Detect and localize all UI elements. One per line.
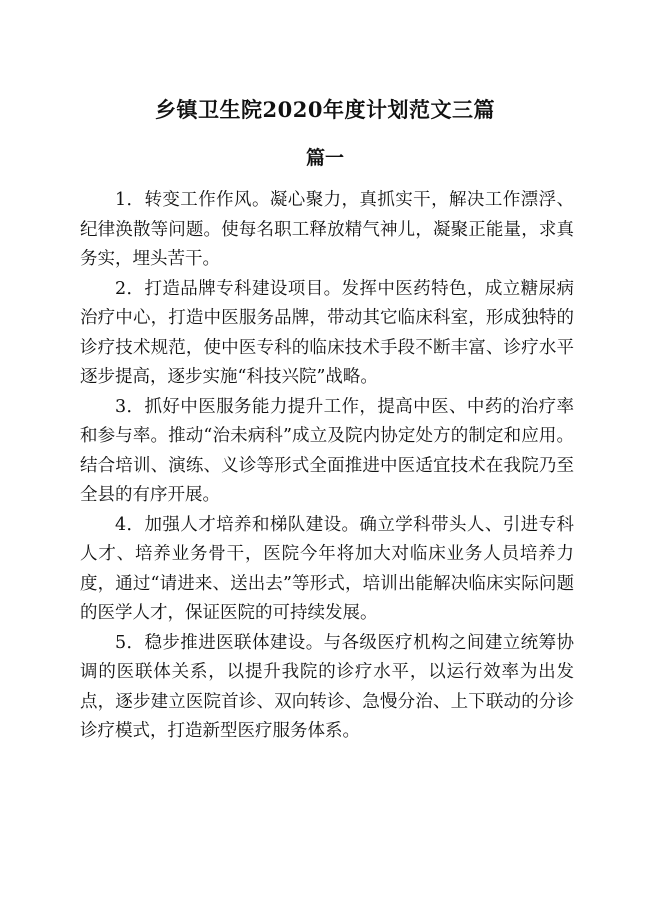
- section-heading: 篇一: [305, 147, 344, 169]
- paragraph-1: 1．转变工作作风。凝心聚力，真抓实干，解决工作漂浮、纪律涣散等问题。使每名职工释放精气神儿，凝聚正能量，求真务实，埋头苦干。: [80, 190, 574, 269]
- paragraph-4: 4．加强人才培养和梯队建设。确立学科带头人、引进专科人才、培养业务骨干，医院今年将加大对临床业务人员培养力度，通过“请进来、送出去”等形式，培训出能解决临床实际问题的医学人才，保证医院的可持续发展。: [80, 514, 574, 623]
- paragraph-2: 2．打造品牌专科建设项目。发挥中医药特色，成立糖尿病治疗中心，打造中医服务品牌，带动其它临床科室，形成独特的诊疗技术规范，使中医专科的临床技术手段不断丰富、诊疗水平逐步提高，逐步实施“科技兴院”战略。: [80, 278, 574, 387]
- paragraph-3: 3．抓好中医服务能力提升工作，提高中医、中药的治疗率和参与率。推动“治未病科”成立及院内协定处方的制定和应用。结合培训、演练、义诊等形式全面推进中医适宜技术在我院乃至全县的有序开展。: [80, 396, 574, 505]
- document-body: [80, 186, 574, 747]
- paragraph-5: 5．稳步推进医联体建设。与各级医疗机构之间建立统筹协调的医联体关系，以提升我院的诊疗水平，以运行效率为出发点，逐步建立医院首诊、双向转诊、急慢分治、上下联动的分诊诊疗模式，打造新型医疗服务体系。: [80, 632, 574, 741]
- document-title: 乡镇卫生院2020年度计划范文三篇: [155, 97, 495, 122]
